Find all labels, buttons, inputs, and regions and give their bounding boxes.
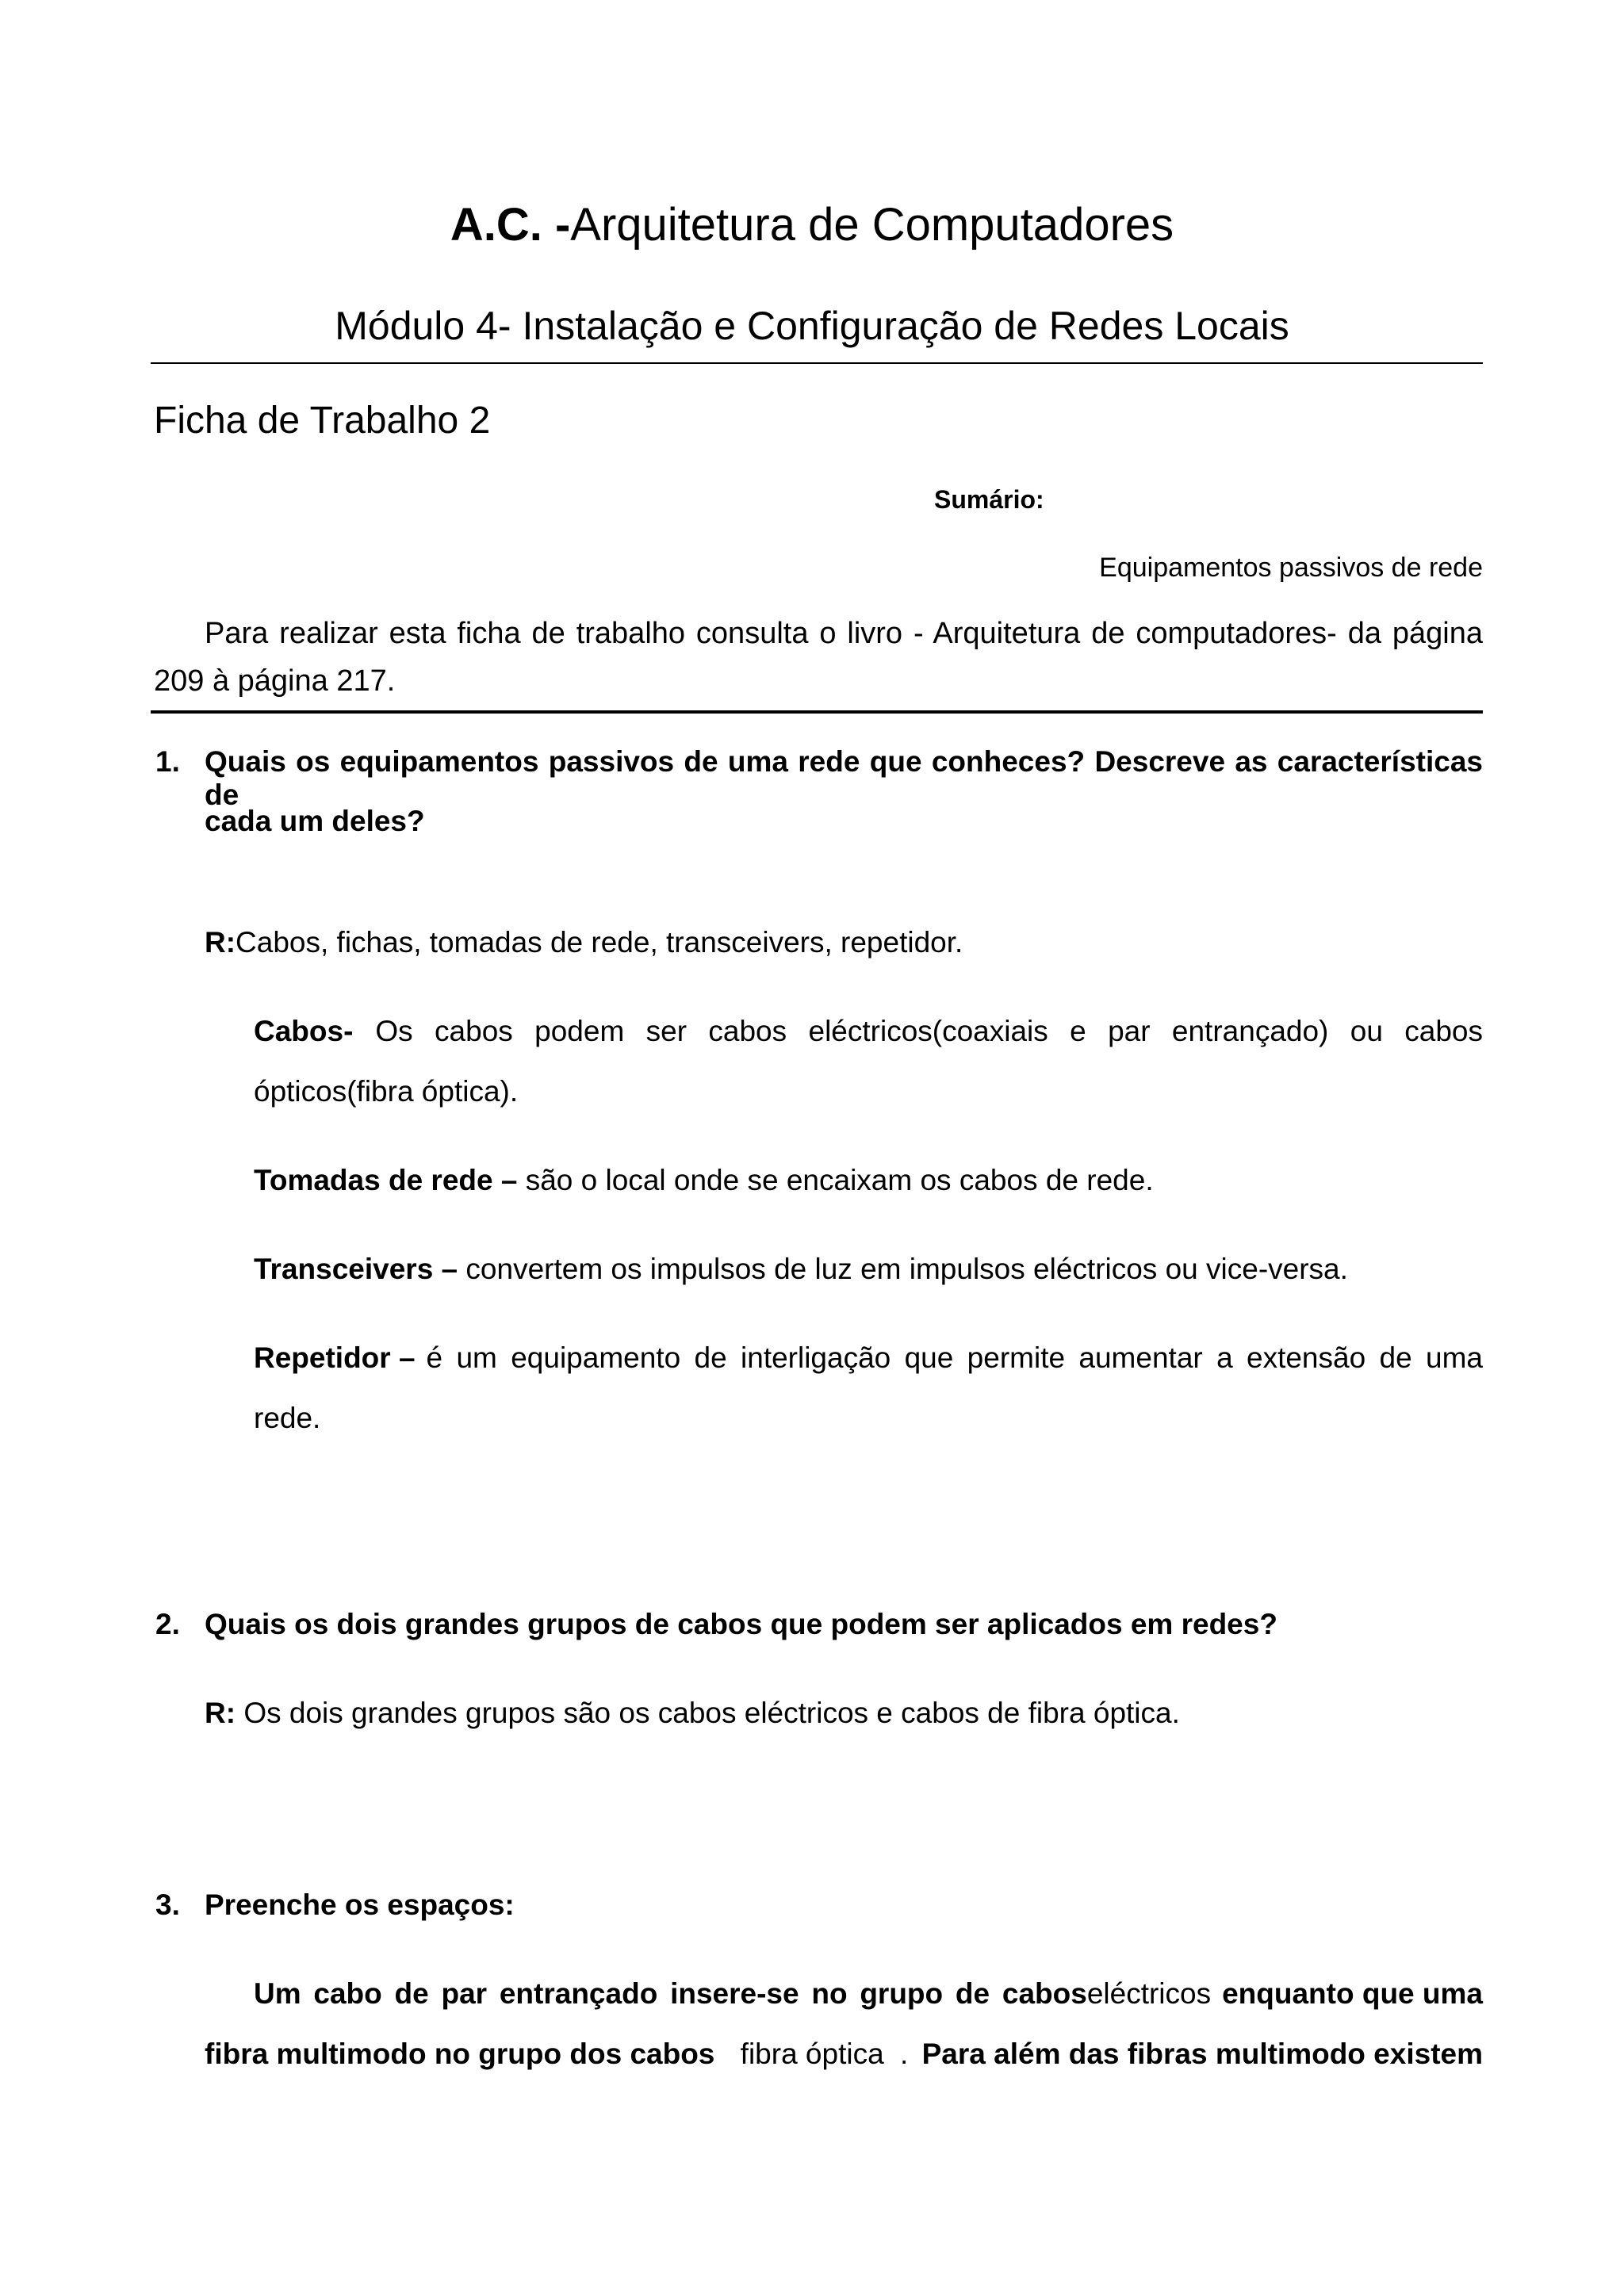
item-repetidor-line1 (254, 1341, 1483, 1375)
fill-blank-2: fibra óptica (740, 2038, 884, 2070)
fill-line-1 (254, 1977, 1483, 2011)
item-transceivers (254, 1253, 1348, 1286)
module-subtitle: Módulo 4- Instalação e Configuração de Redes Locais (335, 304, 1289, 348)
title-abbrev: A.C. - (450, 199, 571, 251)
answer-label: R: (205, 926, 236, 959)
question-2-text: Quais os dois grandes grupos de cabos que podem ser aplicados em redes? (205, 1608, 1277, 1640)
item-term: Transceivers – (254, 1253, 458, 1285)
fill-line-2-left (205, 2038, 908, 2071)
item-term: Cabos- (254, 1015, 354, 1047)
item-term: Tomadas de rede – (254, 1164, 518, 1196)
item-cabos (254, 1015, 1483, 1048)
question-1-text-line2: cada um deles? (205, 805, 425, 837)
summary-label: Sumário: (934, 485, 1044, 514)
intro-line-1 (205, 617, 1483, 651)
question-2-answer (205, 1697, 1180, 1730)
worksheet-heading: Ficha de Trabalho 2 (154, 400, 491, 442)
question-1-number: 1. (155, 745, 180, 778)
item-cabos-line1 (254, 1015, 1483, 1048)
intro-line-2: 209 à página 217. (154, 664, 396, 698)
item-cabos-line2: ópticos(fibra óptica). (254, 1075, 519, 1108)
answer-text: Os dois grandes grupos são os cabos eléctricos e cabos de fibra óptica. (243, 1697, 1180, 1729)
answer-label: R: (205, 1697, 236, 1729)
item-repetidor (254, 1341, 1483, 1375)
header-divider (151, 362, 1483, 364)
item-repetidor-line2: rede. (254, 1402, 321, 1434)
fill-line-1-row (254, 1977, 1483, 2011)
fill-text-part5: Para além das fibras multimodo existem (921, 2038, 1483, 2070)
item-desc: é um equipamento de interligação que permite aumentar a extensão de uma (426, 1341, 1483, 1374)
item-term: Repetidor – (254, 1341, 416, 1374)
answer-text: Cabos, fichas, tomadas de rede, transceivers, repetidor. (236, 926, 963, 959)
intro-divider (151, 710, 1483, 714)
question-1-text-line1: Quais os equipamentos passivos de uma rede que conheces? Descreve as características de (205, 745, 1483, 811)
fill-text-part4: . (899, 2038, 909, 2070)
fill-blank-1: eléctricos (1086, 1977, 1212, 2010)
fill-line-2-row (205, 2038, 1483, 2071)
fill-line-2 (205, 2038, 1483, 2071)
intro-line-1-text (205, 617, 1483, 651)
fill-text-part3: fibra multimodo no grupo dos cabos (205, 2038, 715, 2070)
item-desc: convertem os impulsos de luz em impulsos eléctricos ou vice-versa. (465, 1253, 1348, 1285)
question-1-answer (205, 926, 963, 959)
question-2-number: 2. (155, 1608, 180, 1640)
item-desc: Os cabos podem ser cabos eléctricos(coaxiais e par entrançado) ou cabos (375, 1015, 1483, 1047)
fill-text-part1: Um cabo de par entrançado insere-se no grupo de cabos (254, 1977, 1087, 2010)
item-desc: são o local onde se encaixam os cabos de rede. (525, 1164, 1154, 1196)
question-3-number: 3. (155, 1888, 180, 1921)
question-3-text: Preenche os espaços: (205, 1888, 515, 1921)
fill-text-part2: enquanto que uma (1222, 1977, 1483, 2010)
page-title (0, 198, 1624, 251)
summary-text: Equipamentos passivos de rede (1099, 553, 1483, 583)
title-text: Arquitetura de Computadores (570, 199, 1174, 251)
intro-text-1: Para realizar esta ficha de trabalho consulta o livro - Arquitetura de computadores- da página (205, 617, 1483, 650)
item-tomadas (254, 1164, 1154, 1197)
